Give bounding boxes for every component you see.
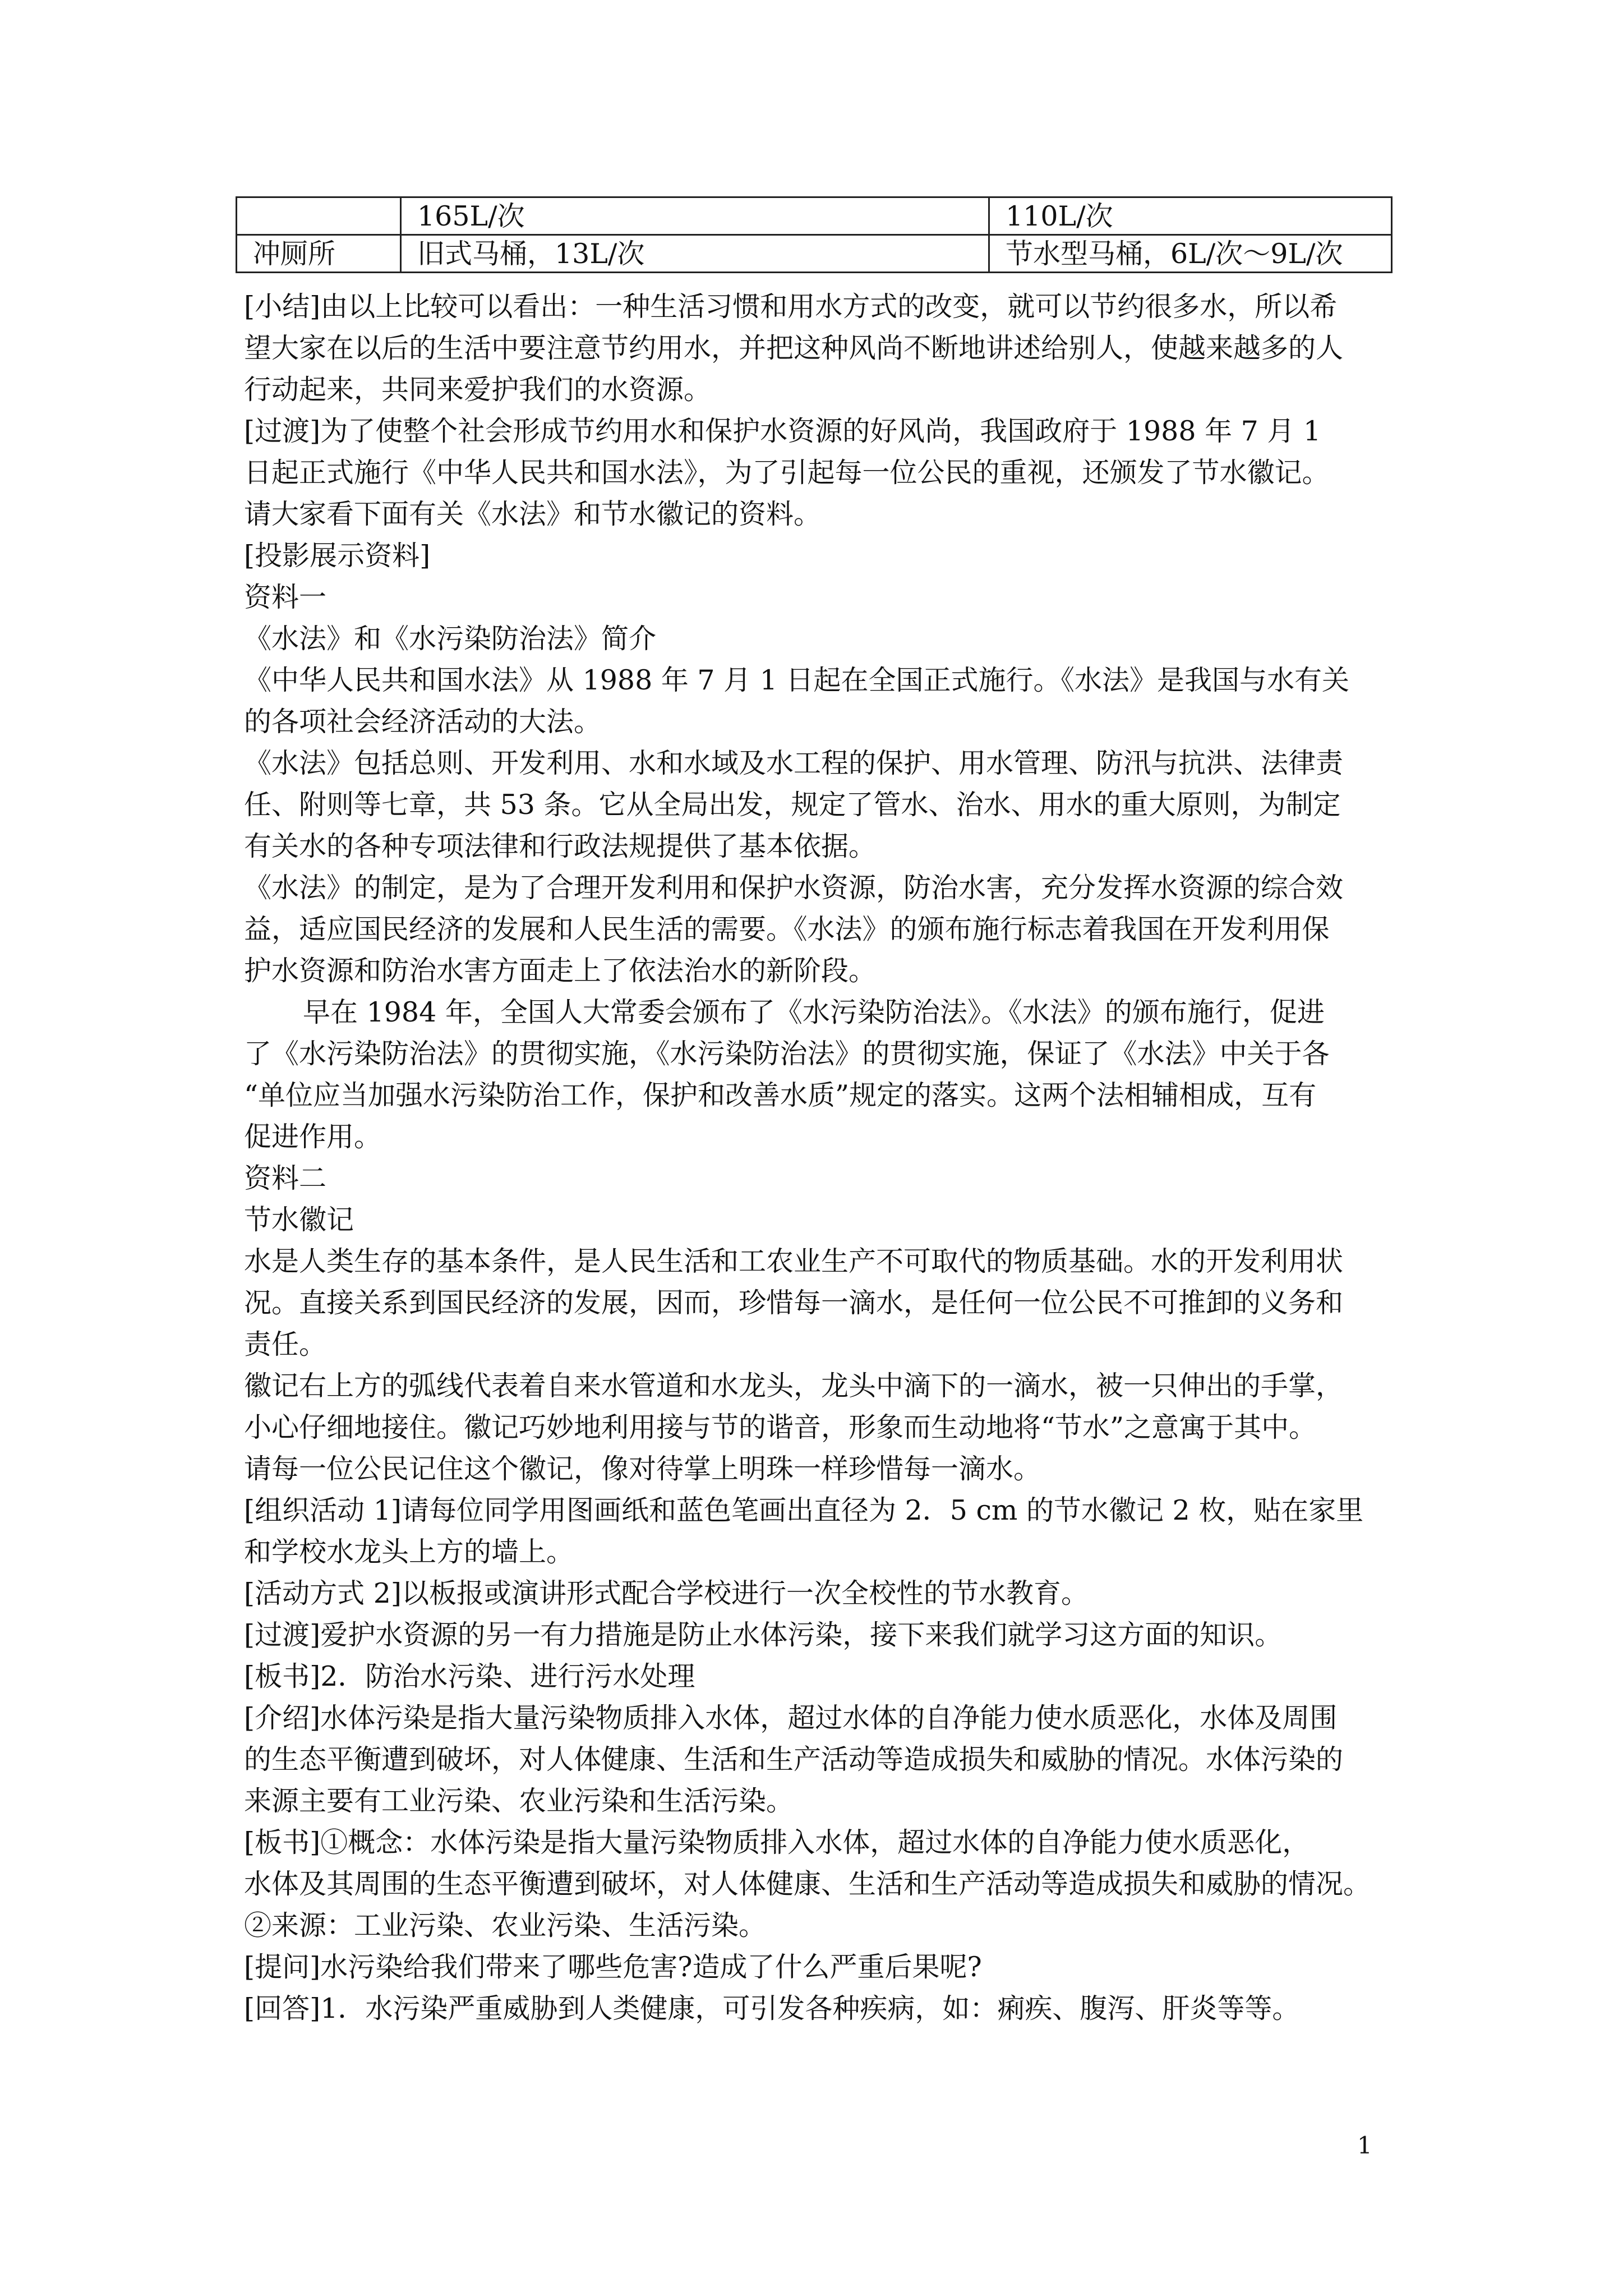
text-line: 日起正式施行《中华人民共和国水法》，为了引起每一位公民的重视，还颁发了节水徽记。 — [244, 457, 1330, 489]
text-line: [投影展示资料] — [244, 540, 431, 572]
text-line: 节水徽记 — [244, 1204, 354, 1236]
text-line: 《中华人民共和国水法》从 1988 年 7 月 1 日起在全国正式施行。《水法》是我国与水有关 — [244, 664, 1350, 696]
table-cell: 节水型马桶，6L/次～9L/次 — [989, 235, 1392, 273]
text-line: 行动起来，共同来爱护我们的水资源。 — [244, 374, 712, 406]
table-cell: 110L/次 — [989, 197, 1392, 235]
page-number: 1 — [1357, 2132, 1372, 2159]
text-line: ②来源：工业污染、农业污染、生活污染。 — [244, 1910, 767, 1941]
text-line: 促进作用。 — [244, 1121, 382, 1153]
text-line: [提问]水污染给我们带来了哪些危害?造成了什么严重后果呢? — [244, 1951, 982, 1983]
text-line: 望大家在以后的生活中要注意节约用水，并把这种风尚不断地讲述给别人，使越来越多的人 — [244, 332, 1344, 364]
text-line: 《水法》包括总则、开发利用、水和水域及水工程的保护、用水管理、防汛与抗洪、法律责 — [244, 747, 1344, 779]
text-line: 任、附则等七章，共 53 条。它从全局出发，规定了管水、治水、用水的重大原则，为制定 — [244, 789, 1341, 821]
text-line: [板书]2．防治水污染、进行污水处理 — [244, 1660, 695, 1692]
text-line: [回答]1．水污染严重威胁到人类健康，可引发各种疾病，如：痢疾、腹泻、肝炎等等。 — [244, 1993, 1300, 2024]
table-cell: 旧式马桶，13L/次 — [401, 235, 989, 273]
text-line: 早在 1984 年，全国人大常委会颁布了《水污染防治法》。《水法》的颁布施行，促进 — [303, 996, 1325, 1028]
text-line: [板书]①概念：水体污染是指大量污染物质排入水体，超过水体的自净能力使水质恶化， — [244, 1826, 1310, 1858]
table-row — [237, 197, 1392, 235]
text-line: 的各项社会经济活动的大法。 — [244, 706, 602, 738]
text-line: [过渡]爱护水资源的另一有力措施是防止水体污染，接下来我们就学习这方面的知识。 — [244, 1619, 1283, 1651]
text-line: 责任。 — [244, 1328, 327, 1360]
text-line: [过渡]为了使整个社会形成节约用水和保护水资源的好风尚，我国政府于 1988 年 7 月 1 — [244, 415, 1321, 447]
text-line: 益，适应国民经济的发展和人民生活的需要。《水法》的颁布施行标志着我国在开发利用保 — [244, 913, 1330, 945]
text-line: [小结]由以上比较可以看出：一种生活习惯和用水方式的改变，就可以节约很多水，所以希 — [244, 291, 1338, 323]
body-text — [244, 286, 1394, 2030]
text-line: 徽记右上方的弧线代表着自来水管道和水龙头，龙头中滴下的一滴水，被一只伸出的手掌， — [244, 1370, 1344, 1402]
text-line: 《水法》的制定，是为了合理开发利用和保护水资源，防治水害，充分发挥水资源的综合效 — [244, 872, 1344, 904]
text-line: 况。直接关系到国民经济的发展，因而，珍惜每一滴水，是任何一位公民不可推卸的义务和 — [244, 1287, 1344, 1319]
text-line: 的生态平衡遭到破坏，对人体健康、生活和生产活动等造成损失和威胁的情况。水体污染的 — [244, 1743, 1344, 1775]
water-comparison-table — [236, 196, 1393, 273]
text-line: 了《水污染防治法》的贯彻实施，《水污染防治法》的贯彻实施，保证了《水法》中关于各 — [244, 1038, 1330, 1070]
table-row — [237, 235, 1392, 273]
text-line: 护水资源和防治水害方面走上了依法治水的新阶段。 — [244, 955, 877, 987]
text-line: 水体及其周围的生态平衡遭到破坏，对人体健康、生活和生产活动等造成损失和威胁的情况。 — [244, 1868, 1371, 1900]
text-line: 资料一 — [244, 581, 327, 613]
table-cell: 165L/次 — [401, 197, 989, 235]
text-line: [介绍]水体污染是指大量污染物质排入水体，超过水体的自净能力使水质恶化，水体及周围 — [244, 1702, 1338, 1734]
text-line: 资料二 — [244, 1162, 327, 1194]
text-line: [活动方式 2]以板报或演讲形式配合学校进行一次全校性的节水教育。 — [244, 1577, 1089, 1609]
text-line: [组织活动 1]请每位同学用图画纸和蓝色笔画出直径为 2．5 cm 的节水徽记 2 枚，贴在家里 — [244, 1494, 1364, 1526]
text-line: 水是人类生存的基本条件，是人民生活和工农业生产不可取代的物质基础。水的开发利用状 — [244, 1245, 1344, 1277]
text-line: 有关水的各种专项法律和行政法规提供了基本依据。 — [244, 830, 877, 862]
text-line: 和学校水龙头上方的墙上。 — [244, 1536, 574, 1568]
text-line: 请每一位公民记住这个徽记，像对待掌上明珠一样珍惜每一滴水。 — [244, 1453, 1041, 1485]
text-line: 来源主要有工业污染、农业污染和生活污染。 — [244, 1785, 794, 1817]
text-line: 小心仔细地接住。徽记巧妙地利用接与节的谐音，形象而生动地将“节水”之意寓于其中。 — [244, 1411, 1317, 1443]
text-line: 《水法》和《水污染防治法》简介 — [244, 623, 657, 655]
table-cell — [237, 197, 401, 235]
text-line: 请大家看下面有关《水法》和节水徽记的资料。 — [244, 498, 822, 530]
table-cell: 冲厕所 — [237, 235, 401, 273]
text-line: “单位应当加强水污染防治工作，保护和改善水质”规定的落实。这两个法相辅相成，互有 — [244, 1079, 1317, 1111]
